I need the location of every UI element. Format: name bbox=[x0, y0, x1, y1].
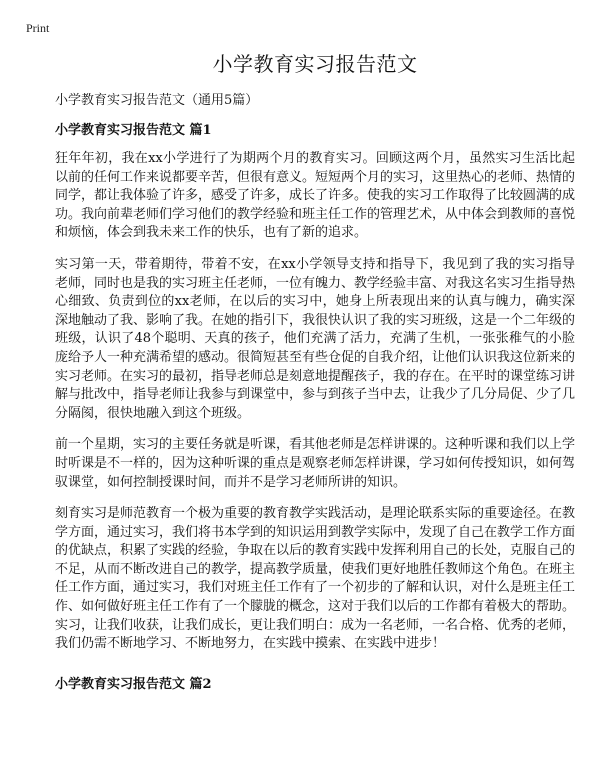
section-heading-2: 小学教育实习报告范文 篇2 bbox=[55, 676, 212, 692]
section-heading-1: 小学教育实习报告范文 篇1 bbox=[55, 123, 212, 138]
document-subtitle: 小学教育实习报告范文（通用5篇） bbox=[55, 93, 259, 108]
print-label[interactable]: Print bbox=[26, 21, 50, 35]
paragraph: 前一个星期，实习的主要任务就是听课，看其他老师是怎样讲课的。这种听课和我们以上学时听课是不一样的，因为这种听课的重点是观察老师怎样讲课，学习如何传授知识，如何驾驭课堂，如何控制授课时间，而并不是学习老师所讲的知识。 bbox=[55, 437, 576, 490]
paragraph: 狂年年初，我在xx小学进行了为期两个月的教育实习。回顾这两个月，虽然实习生活比起以前的任何工作来说都要辛苦，但很有意义。短短两个月的实习，这里热心的老师、热情的同学，都让我体验了许多，感受了许多，成长了许多。使我的实习工作取得了比较圆满的成功。我向前辈老师们学习他们的教学经验和班主任工作的管理艺术，从中体会到教师的喜悦和烦恼，体会到我未来工作的快乐，也有了新的追求。 bbox=[55, 151, 576, 241]
document-page bbox=[55, 48, 575, 694]
paragraph: 刻育实习是师范教育一个极为重要的教育教学实践活动，是理论联系实际的重要途径。在教学方面，通过实习，我们将书本学到的知识运用到教学实际中，发现了自己在教学工作方面的优缺点，积累了实践的经验，争取在以后的教育实践中发挥利用自己的长处，克服自己的不足，从而不断改进自己的教学，提高教学质量，使我们更好地胜任教师这个角色。在班主任工作方面，通过实习，我们对班主任工作有了一个初步的了解和认识，对什么是班主任工作、如何做好班主任工作有了一个朦胧的概念，这对于我们以后的工作都有着极大的帮助。实习，让我们收获，让我们成长，更让我们明白：成为一名老师，一名合格、优秀的老师，我们仍需不断地学习、不断地努力，在实践中摸索、在实践中进步！ bbox=[55, 506, 576, 652]
document-title: 小学教育实习报告范文 bbox=[212, 52, 418, 76]
paragraph: 实习第一天，带着期待，带着不安，在xx小学领导支持和指导下，我见到了我的实习指导老师，同时也是我的实习班主任老师，一位有魄力、教学经验丰富、对我这名实习生指导热心细致、负责到位的xx老师，在以后的实习中，她身上所表现出来的认真与魄力，确实深深地触动了我、影响了我。在她的指引下，我很快认识了我的实习班级，这是一个二年级的班级，认识了48个聪明、天真的孩子，他们充满了活力，充满了生机，一张张稚气的小脸庞给予人一种充满希望的感动。很简短甚至有些仓促的自我介绍，让他们认识我这位新来的实习老师。在实习的最初，指导老师总是刻意地提醒孩子，我的存在。在平时的课堂练习讲解与批改中，指导老师让我参与到课堂中，参与到孩子当中去，让我少了几分局促、少了几分隔阂，很快地融入到这个班级。 bbox=[55, 256, 576, 421]
